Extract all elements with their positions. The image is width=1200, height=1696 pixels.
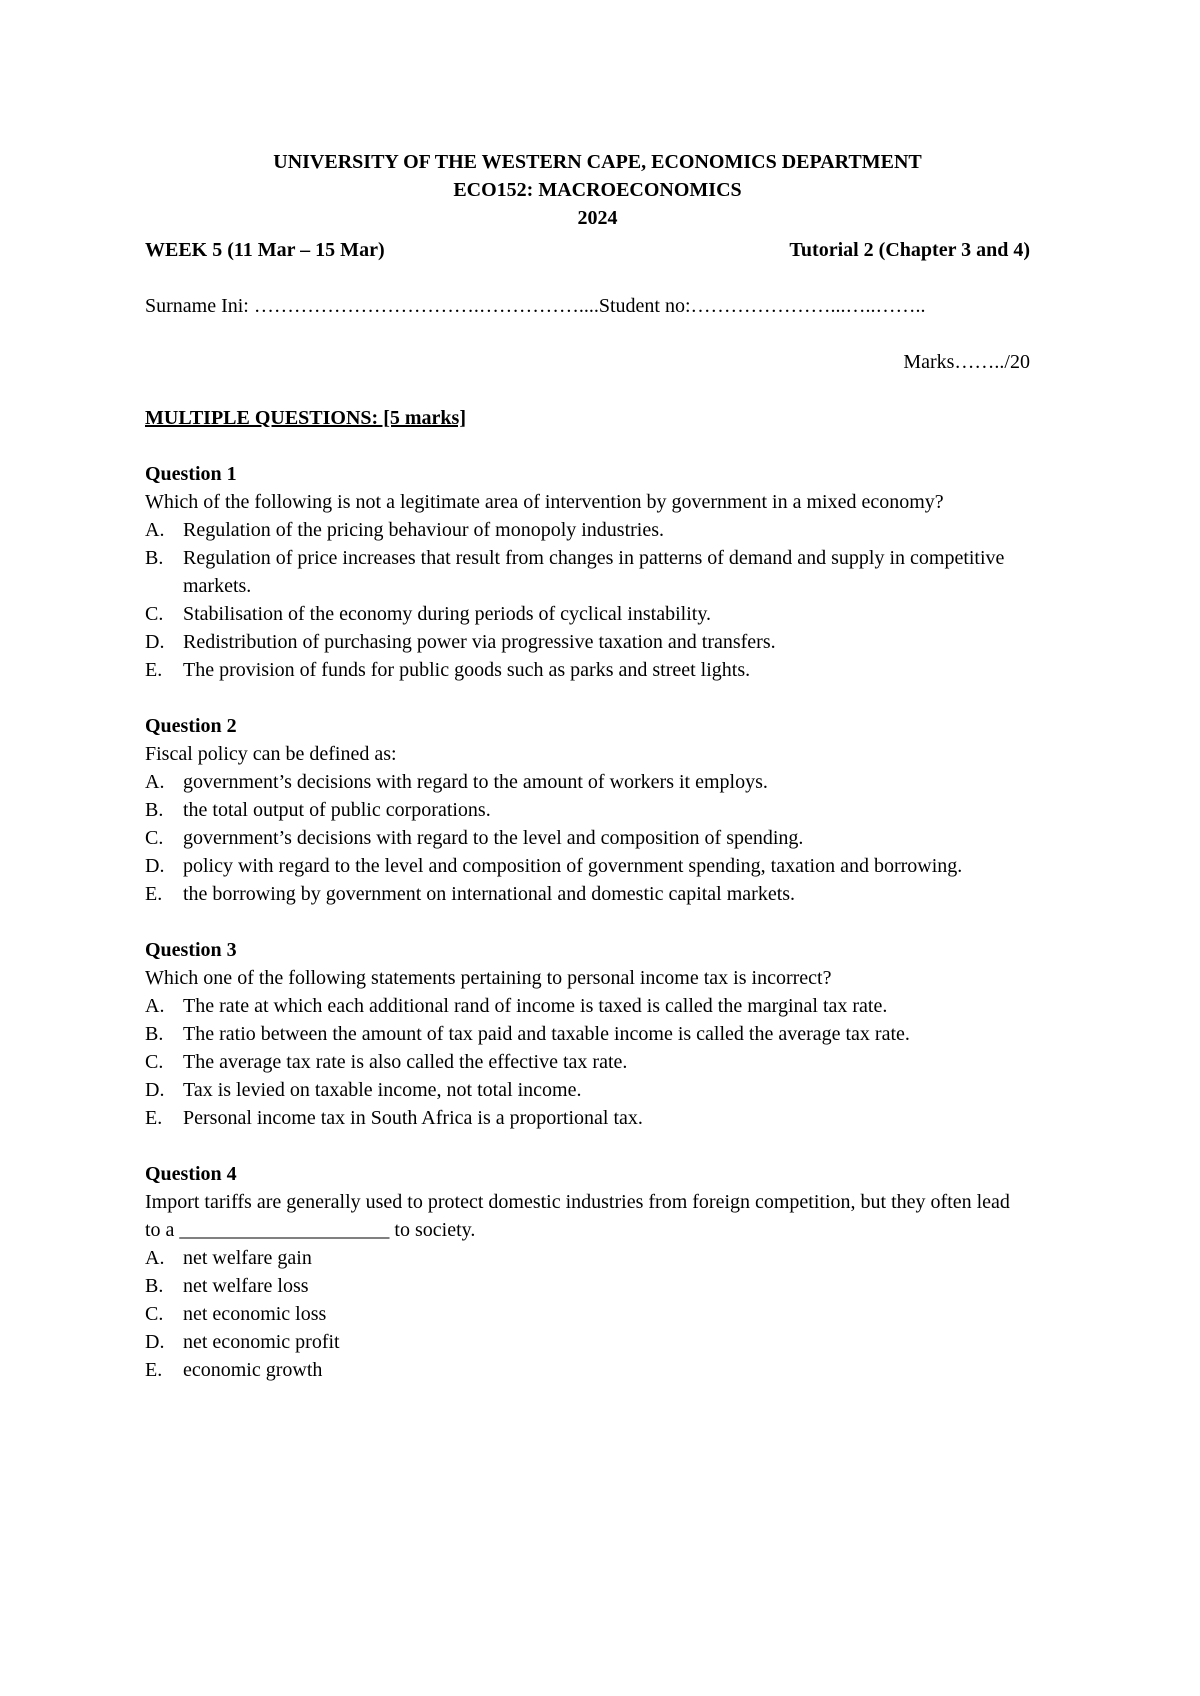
option-d xyxy=(145,1328,1030,1356)
option-text: the total output of public corporations. xyxy=(183,799,491,821)
option-d xyxy=(145,1076,1030,1104)
question-1 xyxy=(145,460,1030,684)
option-letter: E. xyxy=(145,883,163,905)
question-title: Question 4 xyxy=(145,1163,237,1185)
option-a xyxy=(145,516,1030,544)
option-letter: A. xyxy=(145,995,165,1017)
option-text: Personal income tax in South Africa is a proportional tax. xyxy=(183,1107,643,1129)
option-list xyxy=(145,768,1030,908)
option-d xyxy=(145,628,1030,656)
option-text: Tax is levied on taxable income, not total income. xyxy=(183,1079,582,1101)
question-title: Question 2 xyxy=(145,715,237,737)
option-letter: E. xyxy=(145,1107,163,1129)
option-text: net welfare gain xyxy=(183,1247,312,1269)
option-text: The provision of funds for public goods such as parks and street lights. xyxy=(183,659,751,681)
option-text: net economic profit xyxy=(183,1331,340,1353)
year: 2024 xyxy=(577,207,618,229)
question-title: Question 1 xyxy=(145,463,237,485)
section-title: MULTIPLE QUESTIONS: [5 marks] xyxy=(145,407,466,429)
option-text: Redistribution of purchasing power via progressive taxation and transfers. xyxy=(183,631,776,653)
option-a xyxy=(145,1244,1030,1272)
option-text: Regulation of the pricing behaviour of monopoly industries. xyxy=(183,519,665,541)
option-text: The average tax rate is also called the effective tax rate. xyxy=(183,1051,628,1073)
question-3 xyxy=(145,936,1030,1132)
option-text: The rate at which each additional rand of income is taxed is called the marginal tax rate. xyxy=(183,995,888,1017)
option-letter: A. xyxy=(145,1247,165,1269)
option-letter: C. xyxy=(145,603,164,625)
question-stem: Which one of the following statements pertaining to personal income tax is incorrect? xyxy=(145,967,832,989)
question-4 xyxy=(145,1160,1030,1384)
option-b xyxy=(145,796,1030,824)
question-stem: Which of the following is not a legitimate area of intervention by government in a mixed economy? xyxy=(145,491,944,513)
question-title: Question 3 xyxy=(145,939,237,961)
option-text: The ratio between the amount of tax paid and taxable income is called the average tax rate. xyxy=(183,1023,910,1045)
option-text: net welfare loss xyxy=(183,1275,309,1297)
option-b xyxy=(145,1020,1030,1048)
option-text: the borrowing by government on international and domestic capital markets. xyxy=(183,883,796,905)
marks-field: Marks……../20 xyxy=(903,351,1030,373)
option-c xyxy=(145,1300,1030,1328)
option-letter: C. xyxy=(145,1051,164,1073)
option-letter: D. xyxy=(145,631,165,653)
option-a xyxy=(145,768,1030,796)
option-letter: E. xyxy=(145,659,163,681)
option-text: Regulation of price increases that result from changes in patterns of demand and supply in competitive markets. xyxy=(183,547,1005,597)
week-row xyxy=(145,236,1030,264)
option-text: policy with regard to the level and composition of government spending, taxation and borrowing. xyxy=(183,855,963,877)
option-e xyxy=(145,1356,1030,1384)
option-c xyxy=(145,824,1030,852)
option-letter: D. xyxy=(145,1079,165,1101)
option-letter: B. xyxy=(145,1023,164,1045)
option-d xyxy=(145,852,1030,880)
option-c xyxy=(145,600,1030,628)
option-text: net economic loss xyxy=(183,1303,327,1325)
option-list xyxy=(145,1244,1030,1384)
option-text: government’s decisions with regard to the level and composition of spending. xyxy=(183,827,804,849)
option-b xyxy=(145,544,1030,600)
option-list xyxy=(145,516,1030,684)
document-header xyxy=(145,148,1030,232)
question-2 xyxy=(145,712,1030,908)
option-text: government’s decisions with regard to the amount of workers it employs. xyxy=(183,771,768,793)
option-letter: D. xyxy=(145,855,165,877)
option-text: Stabilisation of the economy during periods of cyclical instability. xyxy=(183,603,712,625)
option-letter: C. xyxy=(145,827,164,849)
option-b xyxy=(145,1272,1030,1300)
option-e xyxy=(145,880,1030,908)
question-stem: Import tariffs are generally used to protect domestic industries from foreign competition, but they often lead to a _____________________ to society. xyxy=(145,1191,1010,1241)
option-letter: C. xyxy=(145,1303,164,1325)
course-title: ECO152: MACROECONOMICS xyxy=(453,179,742,201)
week-label: WEEK 5 (11 Mar – 15 Mar) xyxy=(145,239,385,261)
option-list xyxy=(145,992,1030,1132)
university-title: UNIVERSITY OF THE WESTERN CAPE, ECONOMICS DEPARTMENT xyxy=(273,151,922,173)
option-e xyxy=(145,656,1030,684)
option-letter: A. xyxy=(145,771,165,793)
option-letter: E. xyxy=(145,1359,163,1381)
option-e xyxy=(145,1104,1030,1132)
option-letter: B. xyxy=(145,1275,164,1297)
option-c xyxy=(145,1048,1030,1076)
option-a xyxy=(145,992,1030,1020)
tutorial-label: Tutorial 2 (Chapter 3 and 4) xyxy=(789,239,1030,261)
question-stem: Fiscal policy can be defined as: xyxy=(145,743,397,765)
option-letter: B. xyxy=(145,799,164,821)
option-letter: A. xyxy=(145,519,165,541)
option-letter: D. xyxy=(145,1331,165,1353)
option-letter: B. xyxy=(145,547,164,569)
student-details-field: Surname Ini: …………………………….……………....Student no:…………………...…..…….. xyxy=(145,295,926,317)
option-text: economic growth xyxy=(183,1359,323,1381)
